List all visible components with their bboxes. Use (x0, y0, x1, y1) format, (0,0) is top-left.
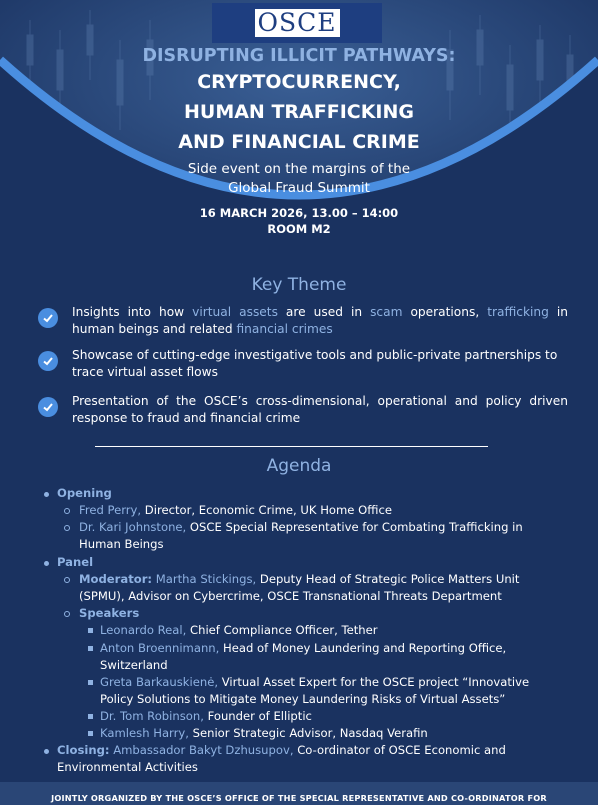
check-icon (38, 308, 58, 328)
bullet-dot (44, 749, 49, 754)
agenda-speaker-1: Leonardo Real, Chief Compliance Officer, Tether (100, 623, 378, 637)
event-title-line-2: CRYPTOCURRENCY, (197, 71, 401, 93)
key-theme-item-3-text: Presentation of the OSCE’s cross-dimensional, operational and policy driven response to fraud and financial crime (72, 394, 568, 425)
agenda-title: Agenda (266, 456, 332, 476)
event-subtitle-line-1: Side event on the margins of the (187, 161, 411, 177)
agenda-speaker-4: Dr. Tom Robinson, Founder of Elliptic (100, 709, 312, 723)
event-room: ROOM M2 (267, 222, 331, 236)
bullet-dot (44, 561, 49, 566)
bullet-circle (64, 508, 70, 514)
agenda-speaker-2: Anton Broennimann, Head of Money Laundering and Reporting Office, (100, 641, 507, 655)
header-banner (0, 0, 598, 262)
key-theme-item-3 (38, 393, 568, 427)
bullet-square (88, 731, 93, 736)
footer-band (0, 782, 598, 805)
key-theme-title: Key Theme (251, 275, 347, 295)
agenda-speaker-5: Kamlesh Harry, Senior Strategic Advisor, Nasdaq Verafin (100, 726, 428, 740)
footer-organizer-text: JOINTLY ORGANIZED BY THE OSCE’S OFFICE OF THE SPECIAL REPRESENTATIVE AND CO-ORDINATOR FOR (51, 793, 547, 803)
bullet-square (88, 628, 93, 633)
agenda-speaker-2-cont: Switzerland (100, 658, 168, 672)
bullet-square (88, 680, 93, 685)
key-theme-item-2 (38, 347, 568, 381)
agenda-speaker-3-cont: Policy Solutions to Mitigate Money Laundering Risks of Virtual Assets” (100, 692, 506, 706)
logo-letters: OSCE (255, 9, 340, 37)
agenda-opening-speaker-1: Fred Perry, Director, Economic Crime, UK Home Office (79, 503, 392, 517)
agenda-speaker-3: Greta Barkauskienė, Virtual Asset Expert for the OSCE project “Innovative (100, 675, 530, 689)
key-theme-item-1 (38, 304, 568, 338)
section-divider (95, 446, 488, 447)
event-title-line-1: DISRUPTING ILLICIT PATHWAYS: (142, 46, 456, 66)
osce-logo-text (255, 9, 340, 37)
bullet-circle (64, 577, 70, 583)
check-icon (38, 351, 58, 371)
bullet-dot (44, 492, 49, 497)
agenda-opening-label: Opening (57, 486, 112, 500)
bullet-circle (64, 525, 70, 531)
agenda-panel-label: Panel (57, 555, 94, 569)
agenda-closing: Closing: Ambassador Bakyt Dzhusupov, Co-ordinator of OSCE Economic and (57, 743, 506, 757)
event-date-time: 16 MARCH 2026, 13.00 – 14:00 (199, 206, 399, 220)
bullet-square (88, 714, 93, 719)
agenda-panel-moderator-cont: (SPMU), Advisor on Cybercrime, OSCE Transnational Threats Department (79, 589, 502, 603)
bullet-circle (64, 611, 70, 617)
bullet-square (88, 646, 93, 651)
event-subtitle-line-2: Global Fraud Summit (228, 180, 370, 196)
check-icon (38, 397, 58, 417)
agenda-opening-speaker-2-cont: Human Beings (79, 537, 164, 551)
agenda-closing-cont: Environmental Activities (57, 760, 198, 774)
agenda-panel-moderator: Moderator: Martha Stickings, Deputy Head of Strategic Police Matters Unit (79, 572, 520, 586)
agenda-opening-speaker-2: Dr. Kari Johnstone, OSCE Special Representative for Combating Trafficking in (79, 520, 523, 534)
osce-logo (212, 3, 382, 43)
event-title-line-3: HUMAN TRAFFICKING (183, 101, 414, 123)
key-theme-item-2-text: Showcase of cutting-edge investigative tools and public-private partnerships to trace virtual asset flows (72, 348, 558, 379)
event-title-line-4: AND FINANCIAL CRIME (178, 131, 420, 153)
agenda-speakers-label: Speakers (79, 606, 140, 620)
key-theme-item-1-text: Insights into how virtual assets are used in scam operations, trafficking in human beings and related financial crimes (72, 305, 568, 336)
